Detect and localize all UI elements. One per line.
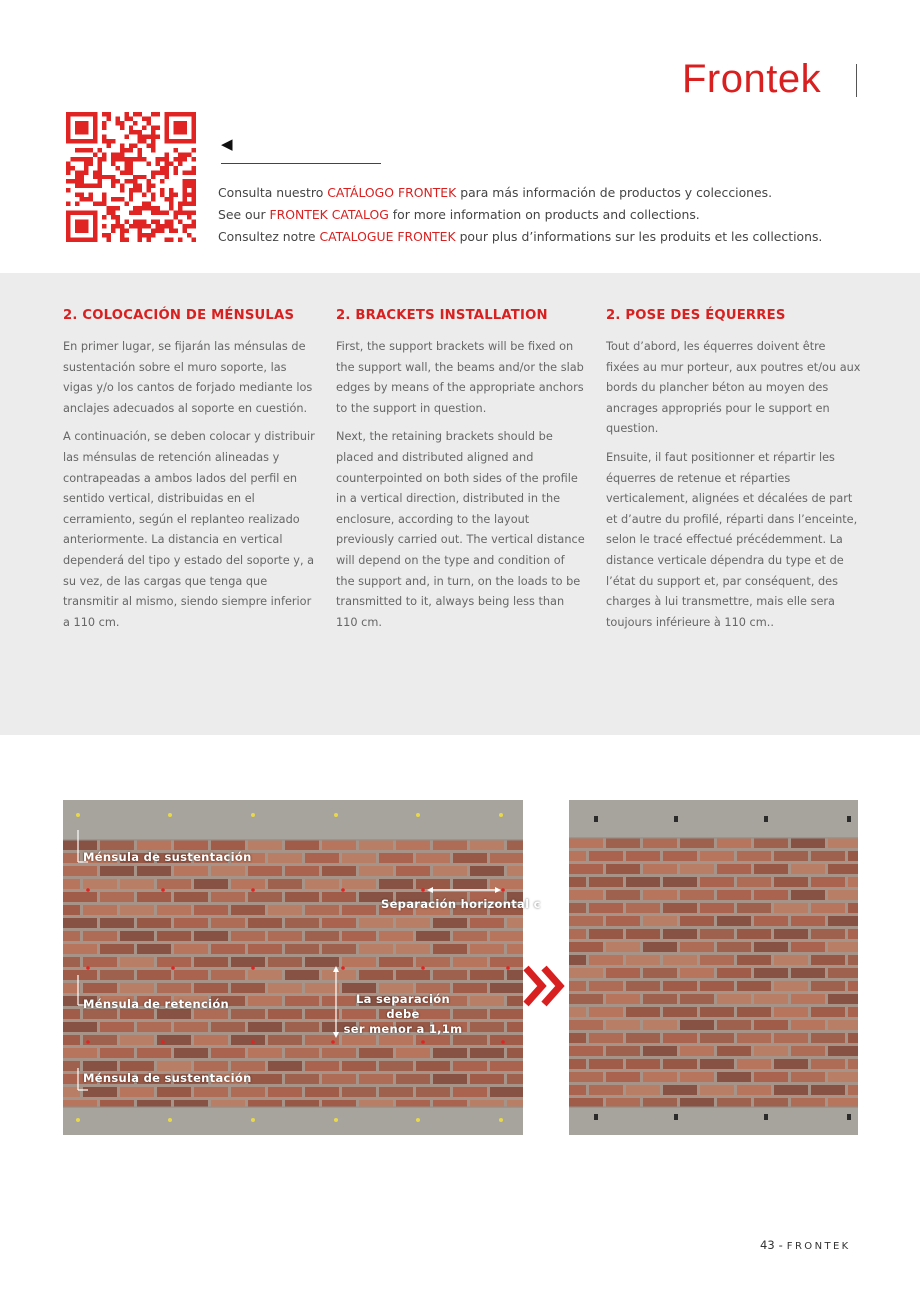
anchor-marker bbox=[499, 813, 503, 817]
catalog-intro bbox=[218, 182, 898, 248]
wall-fixing bbox=[594, 1114, 598, 1120]
bracket-dot bbox=[506, 966, 510, 970]
section-title-en: 2. BRACKETS INSTALLATION bbox=[336, 308, 548, 323]
wall-fixing bbox=[764, 816, 768, 822]
bracket-dot bbox=[86, 1040, 90, 1044]
column-english bbox=[336, 306, 586, 641]
frontek-logo: Frontek bbox=[682, 57, 822, 101]
paragraph: En primer lugar, se fijarán las ménsulas de sustentación sobre el muro soporte, las vigas y/o los cantos de forjado mediante los anclajes adecuados al soporte en cuestión. bbox=[63, 340, 313, 415]
anchor-marker bbox=[76, 1118, 80, 1122]
anchor-marker bbox=[416, 813, 420, 817]
section-title-fr: 2. POSE DES ÉQUERRES bbox=[606, 308, 786, 323]
bracket-dot bbox=[501, 888, 505, 892]
anchor-marker bbox=[251, 1118, 255, 1122]
section-title-es: 2. COLOCACIÓN DE MÉNSULAS bbox=[63, 308, 295, 323]
wall-fixing bbox=[847, 1114, 851, 1120]
catalog-link-en[interactable]: FRONTEK CATALOG bbox=[269, 207, 389, 222]
qr-code[interactable] bbox=[66, 112, 196, 242]
bracket-dot bbox=[251, 966, 255, 970]
bracket-dot bbox=[501, 1040, 505, 1044]
footer-brand: FRONTEK bbox=[786, 1241, 851, 1252]
column-french bbox=[606, 306, 861, 641]
bracket-dot bbox=[171, 966, 175, 970]
wall-fixing bbox=[674, 816, 678, 822]
bracket-dot bbox=[421, 966, 425, 970]
paragraph: A continuación, se deben colocar y distribuir las ménsulas de retención alineadas y contrapeadas a ambos lados del perfil en sentido vertical, distribuidas en el cerramiento, según el replanteo realizado anteriormente. La distancia en vertical dependerá del tipo y estado del soporte y, a su vez, de las cargas que tenga que transmitir al mismo, siendo siempre inferior a 110 cm. bbox=[63, 430, 315, 629]
double-chevron-right-icon bbox=[520, 962, 570, 1010]
wall-fixing bbox=[594, 816, 598, 822]
anchor-marker bbox=[334, 1118, 338, 1122]
bracket-dot bbox=[341, 966, 345, 970]
bracket-dot bbox=[161, 888, 165, 892]
intro-divider bbox=[221, 163, 381, 164]
page-number: 43 bbox=[760, 1238, 775, 1252]
anchor-marker bbox=[168, 813, 172, 817]
anchor-marker bbox=[416, 1118, 420, 1122]
label-support-bracket-top: Ménsula de sustentación bbox=[83, 850, 252, 864]
label-support-bracket-bottom: Ménsula de sustentación bbox=[83, 1071, 252, 1085]
bracket-dot bbox=[251, 1040, 255, 1044]
paragraph: Ensuite, il faut positionner et répartir les équerres de retenue et réparties verticalement, alignées et décalées de part et d’autre du profilé, réparti dans l’enceinte, selon le tracé effectué précédemment. La distance verticale dépendra du type et de l’état du support et, par conséquent, des charges à lui transmettre, mais elle sera toujours inférieure à 110 cm.. bbox=[606, 450, 858, 629]
wall-fixing bbox=[847, 816, 851, 822]
label-vertical-separation: La separación debe ser menor a 1,1m bbox=[343, 992, 463, 1036]
bracket-dot bbox=[161, 1040, 165, 1044]
anchor-marker bbox=[499, 1118, 503, 1122]
catalog-link-es[interactable]: CATÁLOGO FRONTEK bbox=[327, 185, 457, 200]
paragraph: Tout d’abord, les équerres doivent être fixées au mur porteur, aux poutres et/ou aux bords du plancher béton au moyen des ancrages appropriés pour le support en question. bbox=[606, 340, 861, 436]
wall-fixing bbox=[764, 1114, 768, 1120]
bracket-dot bbox=[86, 966, 90, 970]
anchor-marker bbox=[334, 813, 338, 817]
bracket-dot bbox=[251, 888, 255, 892]
column-spanish bbox=[63, 306, 318, 641]
wall-fixing bbox=[674, 1114, 678, 1120]
bracket-dot bbox=[86, 888, 90, 892]
logo-divider bbox=[856, 64, 857, 97]
left-triangle-icon: ◀ bbox=[221, 135, 233, 153]
bracket-dot bbox=[331, 1040, 335, 1044]
bracket-dot bbox=[421, 1040, 425, 1044]
anchor-marker bbox=[76, 813, 80, 817]
paragraph: Next, the retaining brackets should be placed and distributed aligned and counterpointed on both sides of the profile in a vertical direction, distributed in the enclosure, according to the layout previously carried out. The vertical distance will depend on the type and condition of the support and, in turn, on the loads to be transmitted to it, always being less than 110 cm. bbox=[336, 430, 585, 629]
page-footer: 43 - FRONTEK bbox=[760, 1238, 851, 1252]
catalog-link-fr[interactable]: CATALOGUE FRONTEK bbox=[319, 229, 456, 244]
label-horizontal-separation: Separación horizontal c bbox=[381, 897, 541, 911]
bracket-dot bbox=[341, 888, 345, 892]
intro-line-es: Consulta nuestro CATÁLOGO FRONTEK para más información de productos y colecciones. bbox=[218, 185, 773, 200]
label-retention-bracket: Ménsula de retención bbox=[83, 997, 230, 1011]
finished-brick-wall-illustration bbox=[569, 800, 858, 1135]
intro-line-fr: Consultez notre CATALOGUE FRONTEK pour plus d’informations sur les produits et les collections. bbox=[218, 229, 823, 244]
finished-wall-photo bbox=[569, 800, 858, 1135]
bracket-dot bbox=[421, 888, 425, 892]
anchor-marker bbox=[168, 1118, 172, 1122]
anchor-marker bbox=[251, 813, 255, 817]
intro-line-en: See our FRONTEK CATALOG for more information on products and collections. bbox=[218, 207, 700, 222]
paragraph: First, the support brackets will be fixed on the support wall, the beams and/or the slab edges by means of the appropriate anchors to the support in question. bbox=[336, 340, 584, 415]
